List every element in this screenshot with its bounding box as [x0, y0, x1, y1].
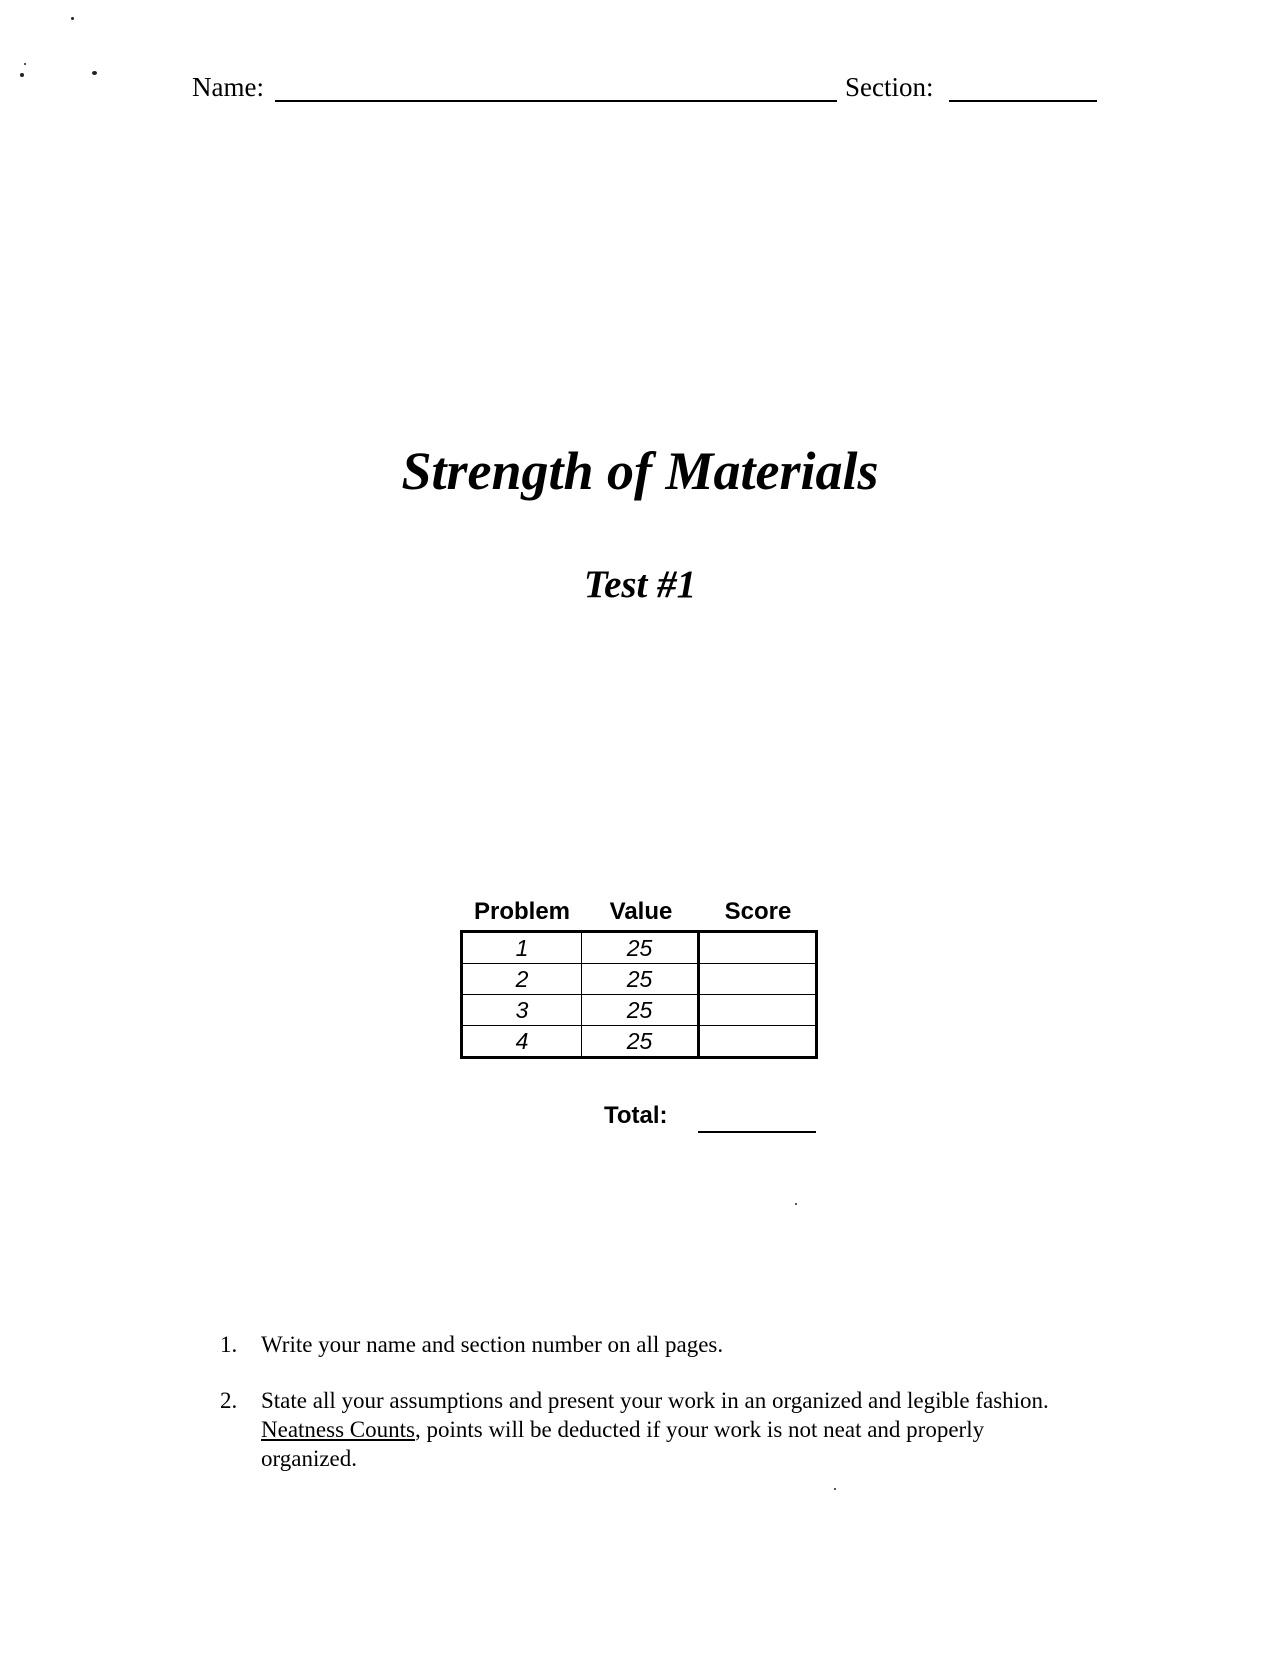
score-cell[interactable] — [699, 1026, 817, 1058]
column-header-value: Value — [609, 898, 673, 925]
neatness-emphasis: Neatness Counts — [261, 1417, 415, 1442]
score-cell[interactable] — [699, 964, 817, 995]
scan-speck — [24, 63, 26, 65]
scan-speck — [71, 17, 74, 20]
value-cell: 25 — [582, 932, 699, 964]
scan-speck — [20, 73, 24, 77]
score-table — [460, 930, 818, 1059]
item-text: Write your name and section number on all pages. — [261, 1332, 724, 1357]
score-table-header — [460, 898, 818, 930]
section-label: Section: — [845, 72, 934, 102]
table-row — [462, 964, 817, 995]
name-label: Name: — [192, 72, 264, 102]
instructions-list — [220, 1330, 1070, 1500]
page-title: Strength of Materials — [401, 441, 879, 501]
score-table-block — [460, 898, 818, 1059]
table-row — [462, 932, 817, 964]
list-item — [220, 1386, 1070, 1473]
scan-speck — [92, 71, 97, 75]
problem-cell: 1 — [462, 932, 582, 964]
value-cell: 25 — [582, 1026, 699, 1058]
name-field[interactable] — [275, 72, 837, 102]
total-field[interactable] — [698, 1109, 816, 1133]
score-cell[interactable] — [699, 932, 817, 964]
table-row — [462, 995, 817, 1026]
value-cell: 25 — [582, 995, 699, 1026]
section-field[interactable] — [949, 72, 1097, 102]
problem-cell: 3 — [462, 995, 582, 1026]
total-label: Total: — [604, 1102, 668, 1129]
list-item — [220, 1330, 1070, 1359]
item-text: State all your assumptions and present your work in an organized and legible fashion. — [261, 1388, 1049, 1413]
scan-speck — [795, 1203, 797, 1205]
item-text-continued: , points will be deducted if your work is not neat and properly organized. — [261, 1417, 985, 1471]
item-number: 2. — [220, 1388, 238, 1413]
item-number: 1. — [220, 1332, 238, 1357]
problem-cell: 2 — [462, 964, 582, 995]
value-cell: 25 — [582, 964, 699, 995]
score-cell[interactable] — [699, 995, 817, 1026]
column-header-problem: Problem — [473, 898, 571, 925]
table-row — [462, 1026, 817, 1058]
column-header-score: Score — [724, 898, 792, 925]
page-subtitle: Test #1 — [583, 563, 697, 606]
problem-cell: 4 — [462, 1026, 582, 1058]
